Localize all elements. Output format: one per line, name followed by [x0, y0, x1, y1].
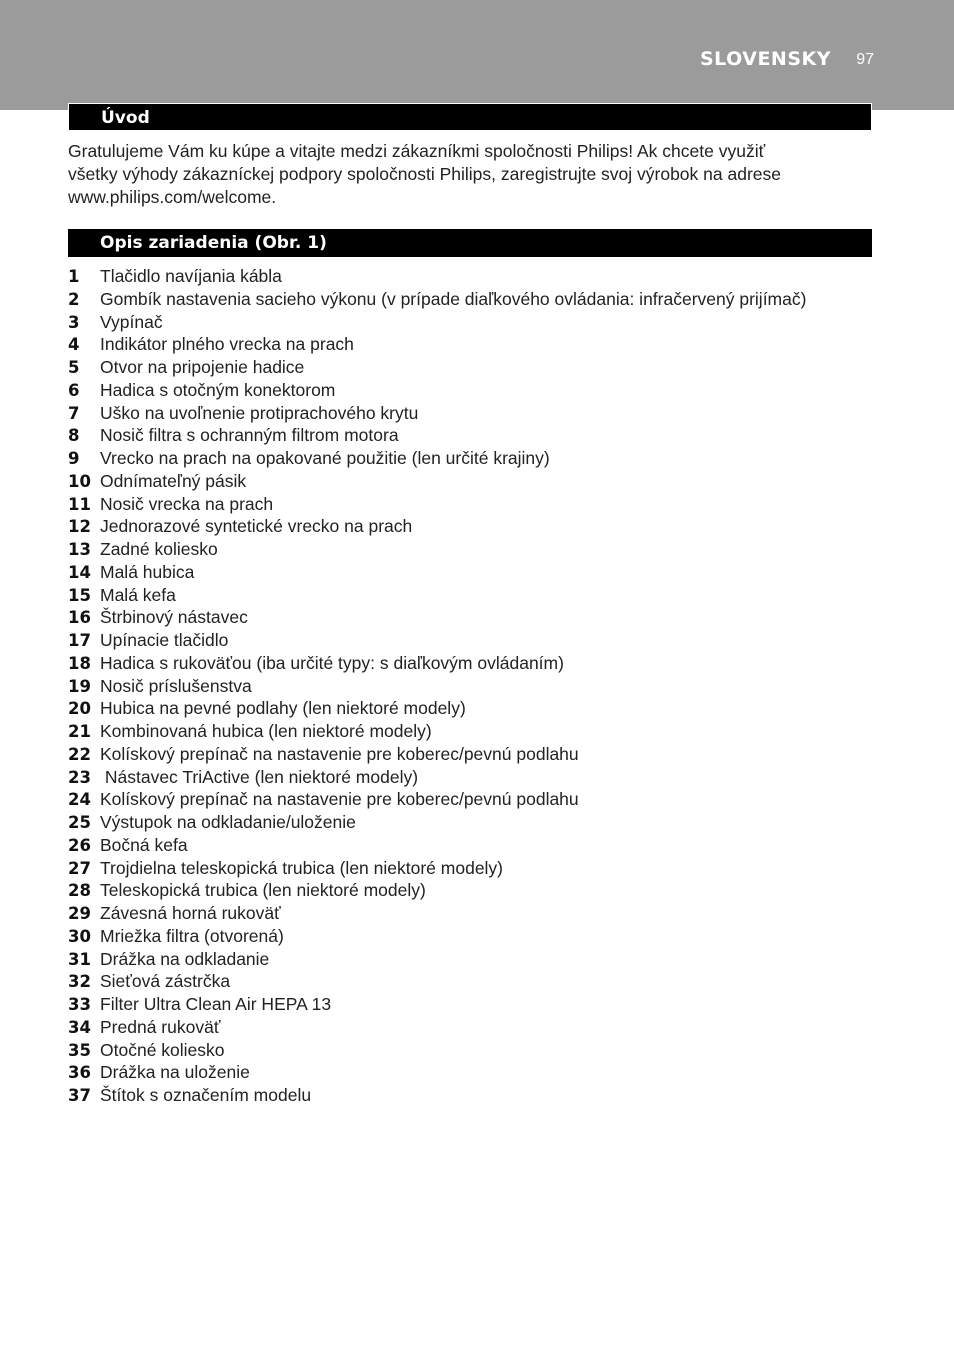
item-number: 3	[68, 312, 80, 332]
list-item	[68, 834, 868, 857]
item-text: Kolískový prepínač na nastavenie pre koberec/pevnú podlahu	[100, 743, 579, 764]
item-text: Sieťová zástrčka	[100, 971, 231, 992]
list-item	[68, 493, 868, 516]
intro-paragraph	[68, 140, 868, 209]
intro-line: www.philips.com/welcome.	[68, 187, 277, 207]
item-text: Uško na uvoľnenie protiprachového krytu	[100, 402, 419, 423]
item-text: Závesná horná rukoväť	[100, 903, 281, 923]
item-number: 33	[68, 995, 91, 1014]
list-item	[68, 311, 868, 334]
item-text: Štítok s označením modelu	[100, 1085, 312, 1105]
list-item	[68, 424, 868, 447]
item-number: 14	[68, 562, 91, 582]
item-text: Zadné koliesko	[100, 539, 218, 559]
item-text: Štrbinový nástavec	[100, 607, 248, 628]
item-number: 4	[68, 335, 80, 355]
section-heading-description	[68, 229, 872, 257]
item-number: 9	[68, 449, 80, 468]
item-number: 32	[68, 972, 91, 992]
item-text: Kombinovaná hubica (len niektoré modely)	[100, 721, 432, 741]
list-item	[68, 766, 868, 789]
item-text: Výstupok na odkladanie/uloženie	[100, 812, 356, 832]
item-text: Tlačidlo navíjania kábla	[100, 266, 282, 286]
list-item	[68, 584, 868, 607]
item-text: Nosič filtra s ochranným filtrom motora	[100, 425, 399, 446]
list-item	[68, 1039, 868, 1062]
item-number: 36	[68, 1063, 91, 1083]
item-number: 28	[68, 881, 91, 901]
list-item	[68, 743, 868, 766]
language-label: SLOVENSKY	[699, 48, 831, 70]
item-number: 11	[68, 494, 91, 514]
list-item	[68, 538, 868, 561]
item-text: Mriežka filtra (otvorená)	[100, 925, 284, 946]
list-item	[68, 993, 868, 1016]
item-text: Trojdielna teleskopická trubica (len niektoré modely)	[100, 857, 504, 878]
item-text: Malá hubica	[100, 561, 195, 582]
item-number: 17	[68, 631, 91, 650]
item-text: Indikátor plného vrecka na prach	[100, 334, 354, 355]
item-text: Hadica s otočným konektorom	[100, 379, 336, 400]
list-item	[68, 652, 868, 675]
section-heading-description-label: Opis zariadenia (Obr. 1)	[100, 233, 327, 253]
item-text: Drážka na uloženie	[100, 1062, 250, 1083]
list-item	[68, 333, 868, 356]
item-text: Hubica na pevné podlahy (len niektoré modely)	[100, 698, 466, 719]
list-item	[68, 675, 868, 698]
item-number: 19	[68, 676, 91, 696]
item-number: 22	[68, 744, 91, 764]
list-item	[68, 788, 868, 811]
item-text: Kolískový prepínač na nastavenie pre koberec/pevnú podlahu	[100, 789, 579, 810]
item-number: 7	[68, 403, 80, 423]
intro-line: všetky výhody zákazníckej podpory spoločnosti Philips, zaregistrujte svoj výrobok na adrese	[68, 164, 781, 184]
item-text: Jednorazové syntetické vrecko na prach	[100, 516, 413, 537]
list-item	[68, 561, 868, 584]
item-text: Otočné koliesko	[100, 1039, 225, 1060]
item-number: 26	[68, 835, 91, 855]
item-number: 27	[68, 858, 91, 878]
item-number: 6	[68, 380, 80, 400]
list-item	[68, 1016, 868, 1039]
list-item	[68, 629, 868, 652]
item-number: 13	[68, 540, 91, 559]
list-item	[68, 356, 868, 379]
item-text: Bočná kefa	[100, 834, 188, 855]
item-number: 23	[68, 767, 91, 787]
list-item	[68, 606, 868, 629]
intro-line: Gratulujeme Vám ku kúpe a vitajte medzi zákazníkmi spoločnosti Philips! Ak chcete využiť	[68, 141, 766, 161]
list-item	[68, 925, 868, 948]
item-number: 25	[68, 813, 91, 832]
item-text: Nosič vrecka na prach	[100, 493, 274, 514]
list-item	[68, 515, 868, 538]
list-item	[68, 447, 868, 470]
section-heading-intro	[68, 103, 872, 131]
item-number: 12	[68, 517, 91, 537]
item-number: 34	[68, 1017, 91, 1037]
item-number: 1	[68, 267, 80, 286]
item-number: 29	[68, 904, 91, 923]
item-number: 10	[68, 471, 91, 491]
item-number: 20	[68, 699, 91, 719]
list-item	[68, 811, 868, 834]
item-number: 2	[68, 289, 80, 309]
item-text: Predná rukoväť	[100, 1016, 221, 1037]
item-number: 35	[68, 1040, 91, 1060]
list-item	[68, 879, 868, 902]
item-number: 37	[68, 1086, 91, 1105]
item-text: Vypínač	[100, 311, 163, 332]
item-text: Vrecko na prach na opakované použitie (len určité krajiny)	[100, 448, 550, 468]
item-text: Filter Ultra Clean Air HEPA 13	[100, 994, 332, 1014]
list-item	[68, 402, 868, 425]
item-text: Upínacie tlačidlo	[100, 630, 229, 650]
list-item	[68, 697, 868, 720]
item-number: 21	[68, 722, 91, 741]
list-item	[68, 857, 868, 880]
item-number: 15	[68, 585, 91, 605]
item-number: 8	[68, 426, 80, 446]
list-item	[68, 470, 868, 493]
item-number: 18	[68, 653, 91, 673]
section-heading-intro-label: Úvod	[101, 108, 150, 128]
list-item	[68, 1061, 868, 1084]
list-item	[68, 970, 868, 993]
header-band	[0, 0, 954, 110]
item-text: Nástavec TriActive (len niektoré modely)	[100, 766, 419, 787]
item-text: Teleskopická trubica (len niektoré modely)	[100, 880, 426, 901]
parts-list	[68, 265, 868, 1107]
item-number: 30	[68, 926, 91, 946]
item-text: Hadica s rukoväťou (iba určité typy: s diaľkovým ovládaním)	[100, 652, 564, 673]
item-number: 5	[68, 358, 80, 377]
item-text: Odnímateľný pásik	[100, 470, 247, 491]
item-text: Otvor na pripojenie hadice	[100, 357, 305, 377]
list-item	[68, 1084, 868, 1107]
list-item	[68, 265, 868, 288]
item-number: 31	[68, 949, 91, 969]
item-number: 16	[68, 608, 91, 628]
list-item	[68, 379, 868, 402]
list-item	[68, 720, 868, 743]
page-number: 97	[856, 51, 874, 68]
list-item	[68, 902, 868, 925]
item-text: Gombík nastavenia sacieho výkonu (v prípade diaľkového ovládania: infračervený prijímač)	[100, 288, 807, 309]
item-number: 24	[68, 790, 91, 810]
item-text: Malá kefa	[100, 584, 176, 605]
list-item	[68, 948, 868, 971]
item-text: Nosič príslušenstva	[100, 675, 252, 696]
item-text: Drážka na odkladanie	[100, 948, 270, 969]
list-item	[68, 288, 868, 311]
